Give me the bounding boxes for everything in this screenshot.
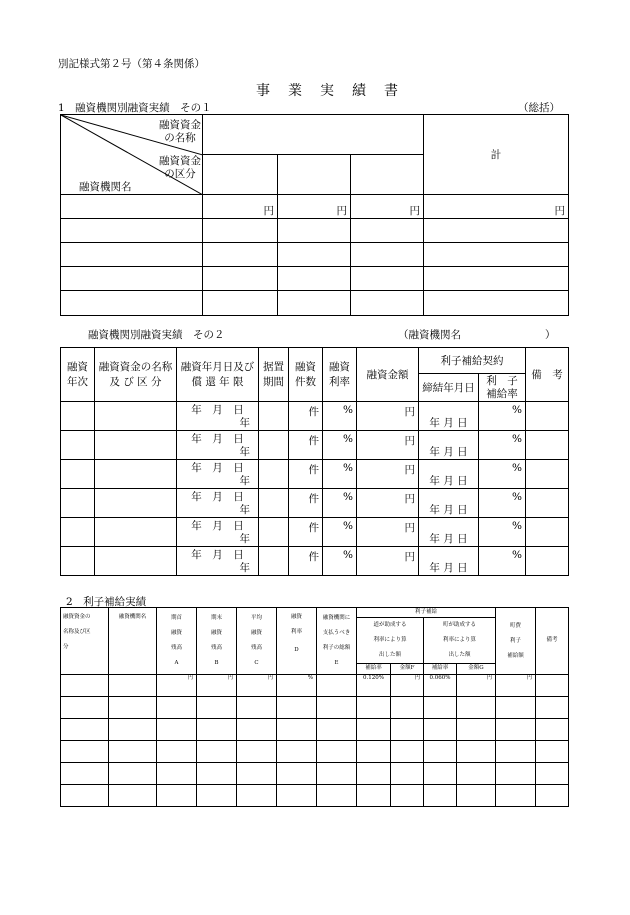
cell-loan-date: 年 月 日 (191, 433, 244, 445)
cell-subsidy-rate: % (479, 518, 526, 547)
cell-count: 件 (289, 489, 323, 518)
yen-unit: 円 (237, 675, 277, 697)
section2-note: （融資機関名 ） (398, 329, 556, 341)
col-count: 融資 件数 (289, 348, 323, 402)
table-row (61, 518, 569, 547)
table-row (61, 402, 569, 431)
yen-unit: 円 (496, 675, 536, 697)
col-rate: 融資 利率 (323, 348, 357, 402)
table-row (61, 547, 569, 576)
col-remarks: 備 考 (526, 348, 569, 402)
header-fund-class: 融資資金 の区分 (159, 155, 201, 180)
cell-contract-date: 年 月 日 (419, 547, 479, 576)
col-contract-date: 締結年月日 (419, 374, 479, 402)
cell-yen: 円 (357, 431, 419, 460)
yen-unit: 円 (278, 195, 351, 219)
col-fund-name: 融資資金の名称 及 び 区 分 (95, 348, 177, 402)
h3-amount-f: 金額F (391, 664, 424, 675)
cell-loan-date: 年 月 日 (191, 491, 244, 503)
table-row (61, 489, 569, 518)
section2-heading: 融資機関別融資実績 その２ (88, 329, 225, 341)
cell-subsidy-rate: % (479, 489, 526, 518)
table-row (61, 697, 569, 719)
table-row (61, 763, 569, 785)
col-subsidy: 利子補給契約 (419, 348, 526, 374)
h3-a: 期首 融資 残高 A (157, 608, 197, 675)
h3-e: 融資機関に 支払うべき 利子の総額 E (317, 608, 357, 675)
cell-loan-date: 年 月 日 (191, 462, 244, 474)
cell-percent: % (323, 489, 357, 518)
yen-unit: 円 (457, 675, 496, 697)
section3-heading: 2 利子補給実績 (66, 596, 147, 608)
table-row (61, 291, 569, 316)
pref-rate-value: 0.120% (357, 675, 391, 697)
section1-heading: 1 融資機関別融資実績 その１ (58, 102, 212, 114)
form-number: 別記様式第２号（第４条関係） (58, 58, 205, 70)
cell-yen: 円 (357, 460, 419, 489)
section2-table (60, 347, 569, 576)
header-fund-name: 融資資金 の名称 (159, 119, 201, 144)
cell-percent: % (323, 460, 357, 489)
section2-body (61, 402, 569, 576)
cell-contract-date: 年 月 日 (419, 431, 479, 460)
col-year: 融資 年次 (61, 348, 95, 402)
cell-year: 年 (239, 533, 250, 545)
col-grace: 据置 期間 (259, 348, 289, 402)
table-row (61, 675, 569, 697)
cell-count: 件 (289, 431, 323, 460)
col-amount: 融資金額 (357, 348, 419, 402)
cell-year: 年 (239, 562, 250, 574)
cell-loan-date: 年 月 日 (191, 549, 244, 561)
cell-loan-date: 年 月 日 (191, 404, 244, 416)
table-row (61, 243, 569, 267)
cell-year: 年 (239, 475, 250, 487)
corner-header-cell (61, 115, 203, 195)
town-rate-value: 0.060% (424, 675, 457, 697)
section1-table (60, 114, 569, 316)
cell-yen: 円 (357, 547, 419, 576)
cell-contract-date: 年 月 日 (419, 518, 479, 547)
cell-yen: 円 (357, 402, 419, 431)
cell-count: 件 (289, 547, 323, 576)
table-row (61, 431, 569, 460)
yen-unit: 円 (203, 195, 278, 219)
cell-percent: % (323, 547, 357, 576)
h3-name: 融資資金の 名称及び区 分 (61, 608, 109, 675)
cell-count: 件 (289, 518, 323, 547)
section3-table (60, 607, 569, 807)
cell-count: 件 (289, 460, 323, 489)
header-total: 計 (424, 115, 569, 195)
h3-remarks: 備考 (536, 608, 569, 675)
h3-town-subsidy: 町費 利子 補給額 (496, 608, 536, 675)
cell-subsidy-rate: % (479, 547, 526, 576)
table-row (61, 460, 569, 489)
section1-note: （総括） (518, 102, 560, 114)
table-row (61, 267, 569, 291)
cell-year: 年 (239, 417, 250, 429)
yen-unit: 円 (424, 195, 569, 219)
h3-town: 町が助成する 利率により算 出した額 (424, 618, 496, 664)
h3-d: 融資 利率 D (277, 608, 317, 675)
h3-amount-g: 金額G (457, 664, 496, 675)
cell-contract-date: 年 月 日 (419, 460, 479, 489)
cell-subsidy-rate: % (479, 460, 526, 489)
col-subsidy-rate: 利 子 補給率 (479, 374, 526, 402)
cell-loan-date: 年 月 日 (191, 520, 244, 532)
cell-year: 年 (239, 504, 250, 516)
cell-yen: 円 (357, 489, 419, 518)
document-title: 事 業 実 績 書 (256, 83, 400, 99)
table-row (61, 719, 569, 741)
cell-yen: 円 (357, 518, 419, 547)
h3-pref-rate: 補給率 (357, 664, 391, 675)
cell-subsidy-rate: % (479, 402, 526, 431)
cell-subsidy-rate: % (479, 431, 526, 460)
cell-percent: % (323, 518, 357, 547)
cell-percent: % (323, 402, 357, 431)
percent-unit: % (277, 675, 317, 697)
cell-year: 年 (239, 446, 250, 458)
h3-b: 期末 融資 残高 B (197, 608, 237, 675)
h3-pref: 道が助成する 利率により算 出した額 (357, 618, 424, 664)
h3-subsidy: 利子補給 (357, 608, 496, 618)
yen-unit: 円 (157, 675, 197, 697)
cell-contract-date: 年 月 日 (419, 489, 479, 518)
h3-town-rate: 補給率 (424, 664, 457, 675)
h3-c: 平均 融資 残高 C (237, 608, 277, 675)
yen-unit: 円 (197, 675, 237, 697)
table-row (61, 741, 569, 763)
yen-unit: 円 (391, 675, 424, 697)
table-row (61, 219, 569, 243)
cell-contract-date: 年 月 日 (419, 402, 479, 431)
header-institution: 融資機関名 (79, 181, 132, 193)
col-loan-date: 融資年月日及び 償 還 年 限 (177, 348, 259, 402)
table-row (61, 785, 569, 807)
h3-institution: 融資機関名 (109, 608, 157, 675)
yen-unit: 円 (351, 195, 424, 219)
cell-percent: % (323, 431, 357, 460)
cell-count: 件 (289, 402, 323, 431)
